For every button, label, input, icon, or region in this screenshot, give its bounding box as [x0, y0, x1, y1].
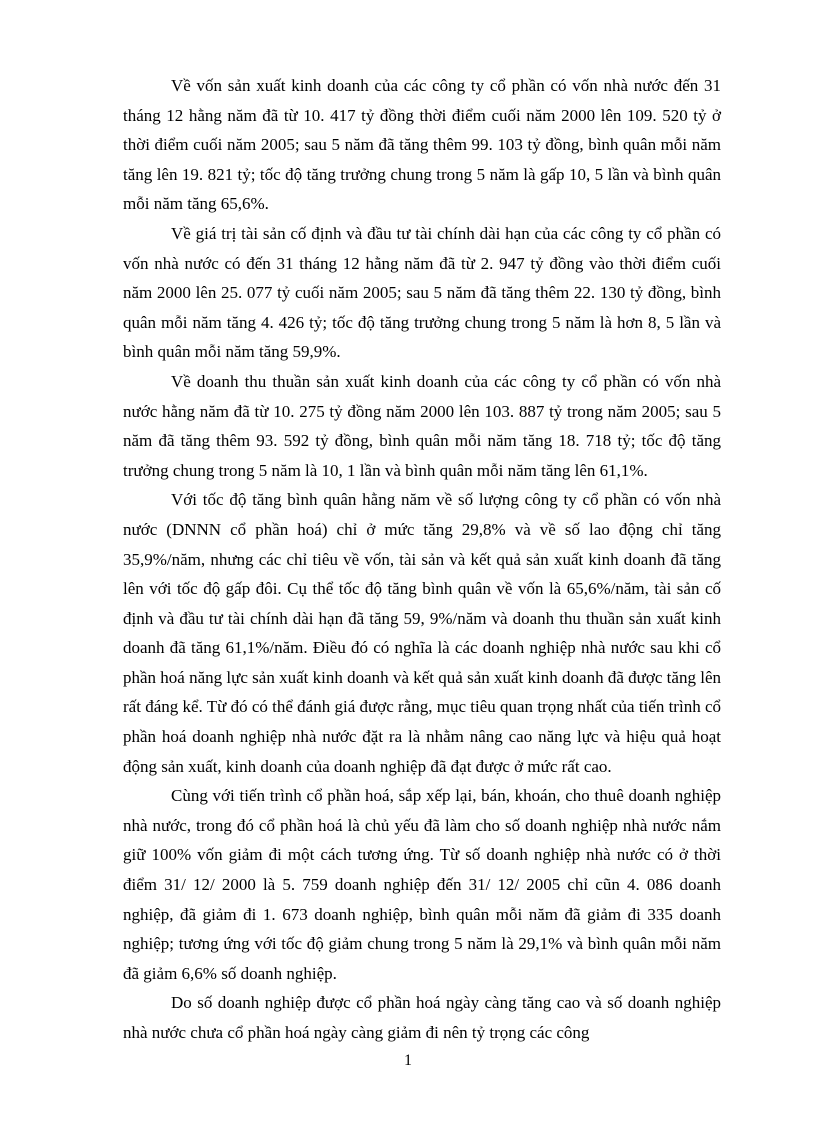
paragraph-growth-rate: Với tốc độ tăng bình quân hằng năm về số lượng công ty cổ phần có vốn nhà nước (DNNN cổ phần hoá) chỉ ở mức tăng 29,8% và về số lao động chỉ tăng 35,9%/năm, nhưng các chỉ tiêu về vốn, tài sản và kết quả sản xuất kinh doanh đã tăng lên với tốc độ gấp đôi. Cụ thể tốc độ tăng bình quân về vốn là 65,6%/năm, tài sản cố định và đầu tư tài chính dài hạn đã tăng 59, 9%/năm và doanh thu thuần sản xuất kinh doanh đã tăng 61,1%/năm. Điều đó có nghĩa là các doanh nghiệp nhà nước sau khi cổ phần hoá năng lực sản xuất kinh doanh và kết quả sản xuất kinh doanh đã được tăng lên rất đáng kể. Từ đó có thể đánh giá được rằng, mục tiêu quan trọng nhất của tiến trình cổ phần hoá doanh nghiệp nhà nước đặt ra là nhằm nâng cao năng lực và hiệu quả hoạt động sản xuất, kinh doanh của doanh nghiệp đã đạt được ở mức rất cao.: [123, 490, 721, 776]
paragraph-fixed-assets: Về giá trị tài sản cố định và đầu tư tài chính dài hạn của các công ty cổ phần có vốn nhà nước có đến 31 tháng 12 hằng năm đã từ 2. 947 tỷ đồng vào thời điểm cuối năm 2000 lên 25. 077 tỷ cuối năm 2005; sau 5 năm đã tăng thêm 22. 130 tỷ đồng, bình quân mỗi năm tăng 4. 426 tỷ; tốc độ tăng trưởng chung trong 5 năm là hơn 8, 5 lần và bình quân mỗi năm tăng 59,9%.: [123, 223, 721, 362]
paragraph-enterprise-count: Cùng với tiến trình cổ phần hoá, sắp xếp lại, bán, khoán, cho thuê doanh nghiệp nhà nước, trong đó cổ phần hoá là chủ yếu đã làm cho số doanh nghiệp nhà nước nắm giữ 100% vốn giảm đi một cách tương ứng. Từ số doanh nghiệp nhà nước có ở thời điểm 31/ 12/ 2000 là 5. 759 doanh nghiệp đến 31/ 12/ 2005 chỉ cũn 4. 086 doanh nghiệp, đã giảm đi 1. 673 doanh nghiệp, bình quân mỗi năm đã giảm đi 335 doanh nghiệp; tương ứng với tốc độ giảm chung trong 5 năm là 29,1% và bình quân mỗi năm đã giảm 6,6% số doanh nghiệp.: [123, 786, 721, 983]
body-text: [123, 71, 721, 1048]
page-number: 1: [404, 1052, 412, 1069]
paragraph-capital: Về vốn sản xuất kinh doanh của các công ty cổ phần có vốn nhà nước đến 31 tháng 12 hằng năm đã từ 10. 417 tỷ đồng thời điểm cuối năm 2000 lên 109. 520 tỷ ở thời điểm cuối năm 2005; sau 5 năm đã tăng thêm 99. 103 tỷ đồng, bình quân mỗi năm tăng lên 19. 821 tỷ; tốc độ tăng trưởng chung trong 5 năm là gấp 10, 5 lần và bình quân mỗi năm tăng 65,6%.: [123, 76, 721, 214]
paragraph-revenue: Về doanh thu thuần sản xuất kinh doanh của các công ty cổ phần có vốn nhà nước hằng năm đã từ 10. 275 tỷ đồng năm 2000 lên 103. 887 tỷ trong năm 2005; sau 5 năm đã tăng thêm 93. 592 tỷ đồng, bình quân mỗi năm tăng 18. 718 tỷ; tốc độ tăng trưởng chung trong 5 năm là 10, 1 lần và bình quân mỗi năm tăng lên 61,1%.: [123, 371, 721, 480]
paragraph-share-ratio: Do số doanh nghiệp được cổ phần hoá ngày càng tăng cao và số doanh nghiệp nhà nước chưa cổ phần hoá ngày càng giảm đi nên tỷ trọng các công: [123, 993, 721, 1042]
